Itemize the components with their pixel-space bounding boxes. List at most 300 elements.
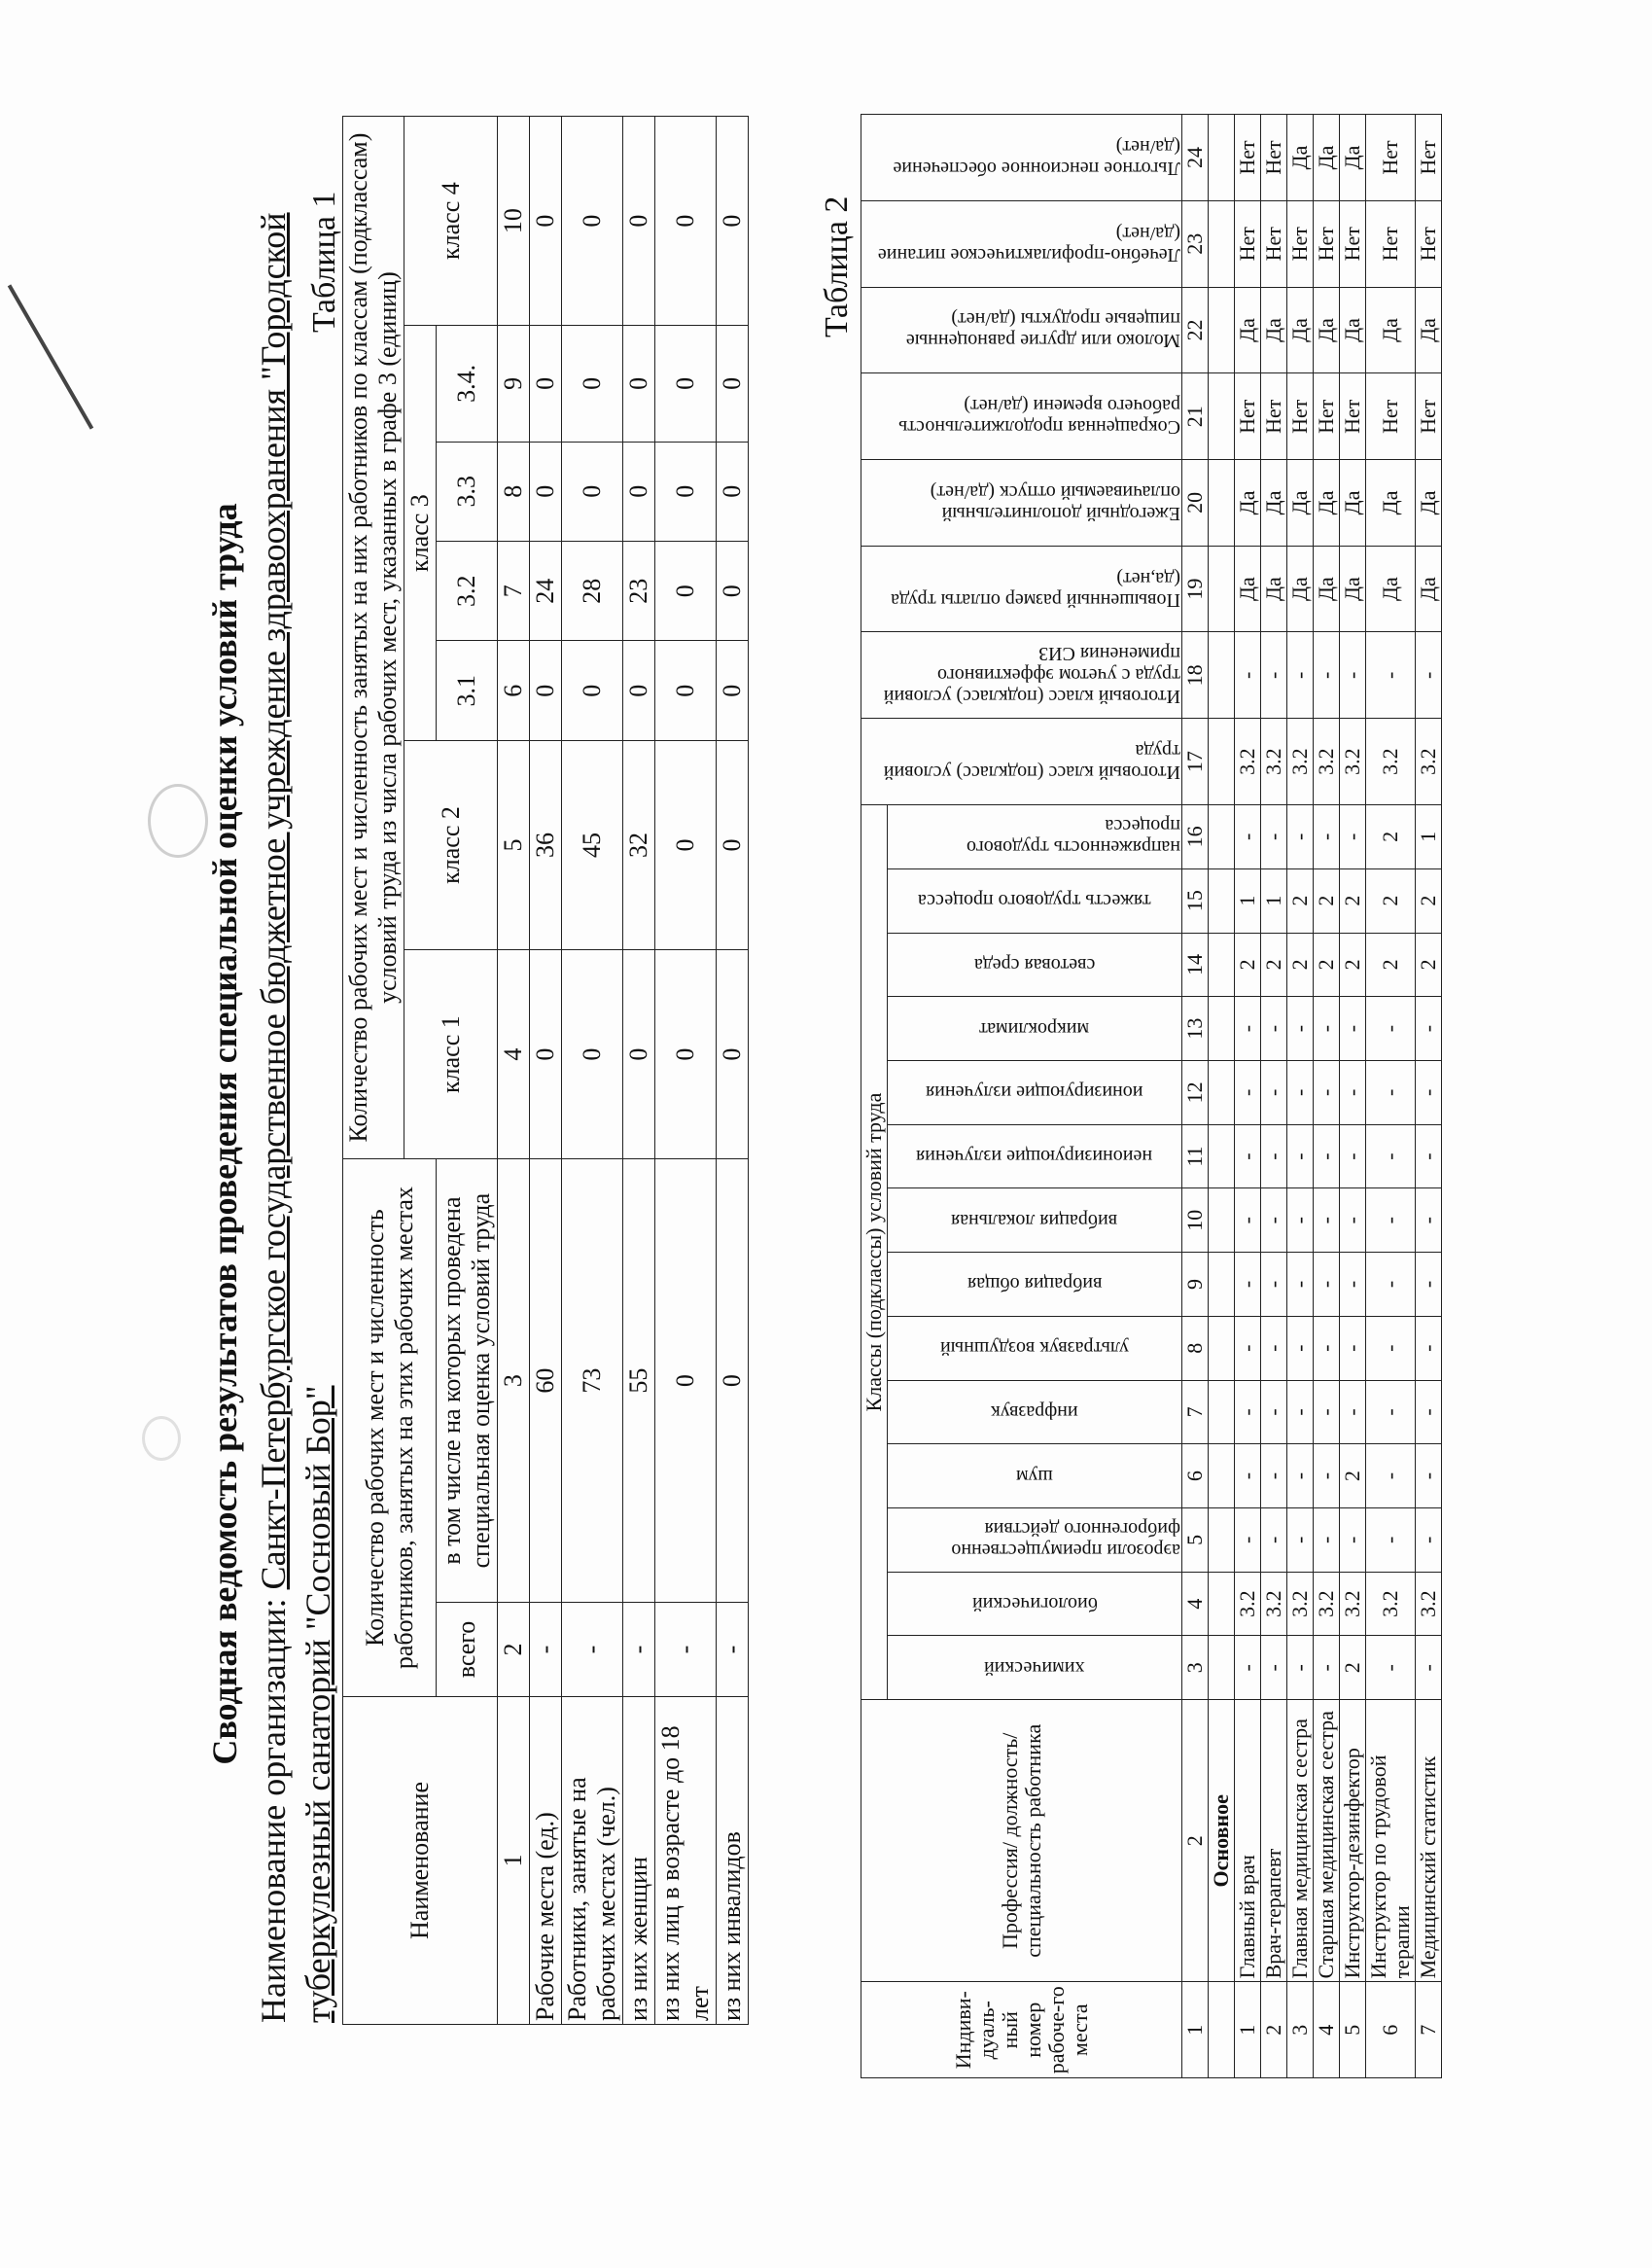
- t2-cell: -: [1340, 1253, 1366, 1317]
- t2-cell: Да: [1235, 460, 1261, 547]
- t1-header-class2: класс 2: [404, 740, 498, 949]
- t2-cell: Да: [1340, 115, 1366, 201]
- t2-cell: -: [1366, 1444, 1416, 1508]
- t2-cell: -: [1366, 1507, 1416, 1572]
- t2-section-empty: [1209, 997, 1235, 1061]
- t2-cell: -: [1366, 1060, 1416, 1124]
- t2-cell: -: [1366, 1380, 1416, 1444]
- t2-cell: -: [1287, 632, 1314, 719]
- t1-cell: 32: [623, 740, 655, 949]
- t2-cell: Да: [1314, 460, 1340, 547]
- t2-section-row: [1209, 115, 1235, 2078]
- t2-cell: Нет: [1261, 373, 1287, 460]
- t2-cell: -: [1287, 1380, 1314, 1444]
- t2-cell: -: [1287, 1444, 1314, 1508]
- t2-section-empty: [1209, 868, 1235, 933]
- t1-header-places: Количество рабочих мест и численность работников, занятых на этих рабочих местах: [343, 1159, 437, 1697]
- t2-cell: -: [1366, 1253, 1416, 1317]
- t2-cell: 3.2: [1287, 1572, 1314, 1636]
- t2-cell: -: [1314, 804, 1340, 868]
- t2-cell: 2: [1340, 868, 1366, 933]
- t2-cell: 3.2: [1416, 1572, 1442, 1636]
- t2-section-empty: [1209, 1124, 1235, 1188]
- t1-cell: 0: [717, 950, 749, 1159]
- t2-cell: -: [1416, 1316, 1442, 1380]
- t1-cell: 0: [655, 542, 717, 641]
- t2-cell: Нет: [1287, 373, 1314, 460]
- t1-header-class1: класс 1: [404, 950, 498, 1159]
- t2-cell: -: [1340, 1188, 1366, 1253]
- t2-cell: -: [1287, 804, 1314, 868]
- t2-colnum-row: [1182, 115, 1209, 2078]
- t1-cell: 60: [530, 1159, 562, 1603]
- t1-cell: 28: [562, 542, 623, 641]
- t2-section-empty: [1209, 1636, 1235, 1700]
- t2-section-empty: [1209, 632, 1235, 719]
- t2-cell: -: [1287, 1253, 1314, 1317]
- t2-row-prof: Инструктор-дезинфектор: [1340, 1700, 1366, 1982]
- t2-cell: -: [1416, 1636, 1442, 1700]
- t2-section-empty: [1209, 1380, 1235, 1444]
- t2-cell: Нет: [1235, 115, 1261, 201]
- t1-cell: -: [717, 1603, 749, 1697]
- t2-row-num: 4: [1314, 1982, 1340, 2078]
- t2-cell: -: [1340, 1316, 1366, 1380]
- t1-colnum: 6: [498, 641, 530, 740]
- table-row: [1416, 115, 1442, 2078]
- t2-cell: -: [1366, 1188, 1416, 1253]
- t2-header-factor-text: тяжесть трудового процесса: [918, 890, 1151, 912]
- t2-cell: 3.2: [1235, 1572, 1261, 1636]
- table-row: [562, 117, 623, 2025]
- t1-cell: 0: [562, 950, 623, 1159]
- t2-cell: -: [1314, 632, 1340, 719]
- t2-cell: -: [1287, 1124, 1314, 1188]
- t2-section-empty: [1209, 1253, 1235, 1317]
- t1-cell: 0: [623, 950, 655, 1159]
- t2-colnum: 7: [1182, 1380, 1209, 1444]
- t2-cell: -: [1261, 1636, 1287, 1700]
- t2-header-factor: [888, 804, 1182, 868]
- t2-cell: Да: [1287, 546, 1314, 632]
- t1-cell: 0: [717, 641, 749, 740]
- t2-row-prof: Врач-терапевт: [1261, 1700, 1287, 1982]
- t2-cell: Да: [1416, 460, 1442, 547]
- t1-header-classes: Количество рабочих мест и численность занятых на них работников по классам (подклассам) условий труда из числа рабочих мест, указанных в графе 3 (единиц): [343, 117, 404, 1159]
- t2-cell: Да: [1366, 287, 1416, 373]
- t2-cell: 2: [1340, 1636, 1366, 1700]
- t2-cell: 2: [1314, 868, 1340, 933]
- t2-cell: -: [1416, 1060, 1442, 1124]
- t2-section-empty: [1209, 460, 1235, 547]
- t1-cell: -: [623, 1603, 655, 1697]
- t2-cell: -: [1340, 1380, 1366, 1444]
- t2-cell: -: [1235, 1316, 1261, 1380]
- t2-header-factor: [888, 1253, 1182, 1317]
- t2-cell: -: [1287, 1316, 1314, 1380]
- t2-cell: 2: [1287, 868, 1314, 933]
- t2-header-extra-text: Ежегодный дополнительный оплачиваемый отпуск (да/нет): [930, 480, 1180, 524]
- t1-cell: 0: [717, 442, 749, 541]
- t2-cell: -: [1287, 1060, 1314, 1124]
- t2-header-factor: [888, 1444, 1182, 1508]
- t2-cell: -: [1287, 1636, 1314, 1700]
- t2-header-extra-text: Повышенный размер оплаты труда (да,нет): [891, 567, 1180, 611]
- t1-row-name: из них лиц в возрасте до 18 лет: [655, 1697, 717, 2025]
- t2-header-factor-text: микроклимат: [979, 1017, 1090, 1040]
- t2-cell: Нет: [1261, 115, 1287, 201]
- t2-cell: 3.2: [1340, 719, 1366, 805]
- t2-cell: 2: [1366, 804, 1416, 868]
- t2-cell: 2: [1416, 933, 1442, 997]
- t2-header-factor: [888, 1507, 1182, 1572]
- t2-cell: 3.2: [1340, 1572, 1366, 1636]
- t2-cell: -: [1340, 1507, 1366, 1572]
- t2-cell: -: [1287, 1188, 1314, 1253]
- t2-cell: -: [1416, 632, 1442, 719]
- t2-cell: -: [1366, 1124, 1416, 1188]
- punch-hole-mark: [148, 784, 208, 858]
- t2-header-final-siz: [861, 632, 1182, 719]
- table-row: [530, 117, 562, 2025]
- t2-cell: -: [1314, 1444, 1340, 1508]
- t1-cell: 0: [655, 117, 717, 326]
- t2-colnum: 14: [1182, 933, 1209, 997]
- t2-row-prof: Медицинский статистик: [1416, 1700, 1442, 1982]
- t2-row-prof: Инструктор по трудовой терапии: [1366, 1700, 1416, 1982]
- t2-cell: -: [1235, 1380, 1261, 1444]
- t1-header-33: 3.3: [437, 442, 498, 541]
- t2-cell: 3.2: [1366, 719, 1416, 805]
- punch-hole-mark: [142, 1416, 181, 1461]
- t2-cell: Да: [1261, 287, 1287, 373]
- t1-colnum: 7: [498, 542, 530, 641]
- t2-row-num: 2: [1261, 1982, 1287, 2078]
- t2-header-factor: [888, 933, 1182, 997]
- t2-cell: -: [1261, 1507, 1287, 1572]
- t2-cell: -: [1416, 1444, 1442, 1508]
- table-row: [1366, 115, 1416, 2078]
- summary-table: [342, 116, 749, 2025]
- table2-label: Таблица 2: [819, 195, 855, 337]
- t2-cell: Нет: [1235, 373, 1261, 460]
- t2-header-factor: [888, 1060, 1182, 1124]
- t2-cell: -: [1261, 1060, 1287, 1124]
- t2-section-empty: [1209, 933, 1235, 997]
- t2-cell: 1: [1416, 804, 1442, 868]
- t2-header-factor-text: световая среда: [973, 953, 1096, 975]
- workplace-table: [861, 114, 1442, 2078]
- t2-cell: Нет: [1366, 115, 1416, 201]
- t2-header-factor: [888, 1316, 1182, 1380]
- table-row: [717, 117, 749, 2025]
- org-label: Наименование организации:: [254, 1589, 293, 2023]
- t2-row-num: 5: [1340, 1982, 1366, 2078]
- t2-cell: -: [1261, 997, 1287, 1061]
- t2-colnum: 4: [1182, 1572, 1209, 1636]
- t2-cell: -: [1366, 997, 1416, 1061]
- t2-cell: 3.2: [1261, 719, 1287, 805]
- table-row: [1314, 115, 1340, 2078]
- t2-cell: -: [1314, 997, 1340, 1061]
- t1-cell: 0: [530, 442, 562, 541]
- t2-cell: Нет: [1340, 373, 1366, 460]
- t2-cell: 2: [1314, 933, 1340, 997]
- t2-colnum: 15: [1182, 868, 1209, 933]
- pen-stroke-mark: [8, 284, 93, 429]
- t2-cell: -: [1261, 1380, 1287, 1444]
- t2-cell: Да: [1340, 546, 1366, 632]
- t1-colnum: 10: [498, 117, 530, 326]
- t1-colnum: 3: [498, 1159, 530, 1603]
- t1-cell: 0: [655, 950, 717, 1159]
- t2-cell: -: [1416, 1124, 1442, 1188]
- t2-colnum: 9: [1182, 1253, 1209, 1317]
- t2-header-extra-text: Молоко или другие равноценные пищевые продукты (да/нет): [905, 308, 1180, 352]
- t2-header-extra: [861, 546, 1182, 632]
- t2-colnum: 18: [1182, 632, 1209, 719]
- t2-cell: 2: [1287, 933, 1314, 997]
- t2-section-empty: [1209, 1507, 1235, 1572]
- t2-header-factor-text: вибрация общая: [967, 1273, 1103, 1295]
- t1-cell: 0: [562, 442, 623, 541]
- t2-cell: Да: [1235, 287, 1261, 373]
- t2-cell: Нет: [1366, 200, 1416, 287]
- t1-colnum: 1: [498, 1697, 530, 2025]
- t2-colnum: 21: [1182, 373, 1209, 460]
- t2-header-factor: [888, 997, 1182, 1061]
- t1-cell: 0: [530, 326, 562, 442]
- t2-colnum: 12: [1182, 1060, 1209, 1124]
- t1-header-name: Наименование: [343, 1697, 498, 2025]
- table-row: [1261, 115, 1287, 2078]
- t2-cell: -: [1314, 1124, 1340, 1188]
- t2-section-empty: [1209, 804, 1235, 868]
- t2-header-factor-text: шум: [1016, 1465, 1053, 1487]
- t2-cell: -: [1340, 997, 1366, 1061]
- t2-cell: -: [1314, 1188, 1340, 1253]
- t1-cell: 0: [562, 117, 623, 326]
- t2-cell: 3.2: [1366, 1572, 1416, 1636]
- t2-header-factor-text: инфразвук: [991, 1400, 1078, 1423]
- t2-cell: 3.2: [1287, 719, 1314, 805]
- t2-row-num: 6: [1366, 1982, 1416, 2078]
- t2-cell: -: [1261, 1188, 1287, 1253]
- t1-cell: 0: [717, 326, 749, 442]
- t2-section-empty: [1209, 1316, 1235, 1380]
- t1-cell: 0: [655, 326, 717, 442]
- t2-cell: -: [1314, 1060, 1340, 1124]
- t2-cell: 1: [1235, 868, 1261, 933]
- t2-cell: -: [1235, 1444, 1261, 1508]
- t1-cell: 0: [717, 740, 749, 949]
- t2-cell: -: [1261, 804, 1287, 868]
- document-title: Сводная ведомость результатов проведения специальной оценки условий труда: [205, 503, 244, 1765]
- t2-section-empty: [1209, 546, 1235, 632]
- t2-cell: Да: [1287, 460, 1314, 547]
- t2-row-prof: Главный врач: [1235, 1700, 1261, 1982]
- t2-cell: 2: [1340, 933, 1366, 997]
- t2-header-factor: [888, 1572, 1182, 1636]
- t2-section-empty: [1209, 287, 1235, 373]
- t1-cell: -: [562, 1603, 623, 1697]
- t2-colnum: 13: [1182, 997, 1209, 1061]
- t2-cell: -: [1416, 1380, 1442, 1444]
- t2-cell: -: [1261, 1253, 1287, 1317]
- t2-section-empty: [1209, 1572, 1235, 1636]
- t2-cell: 1: [1261, 868, 1287, 933]
- t2-cell: -: [1416, 1188, 1442, 1253]
- t1-header-31: 3.1: [437, 641, 498, 740]
- t1-cell: 0: [530, 950, 562, 1159]
- t1-colnum: 2: [498, 1603, 530, 1697]
- t2-row-prof: Старшая медицинская сестра: [1314, 1700, 1340, 1982]
- t1-cell: 0: [623, 442, 655, 541]
- t2-cell: -: [1261, 1444, 1287, 1508]
- t2-cell: -: [1261, 632, 1287, 719]
- t2-header-extra: [861, 373, 1182, 460]
- t2-cell: Да: [1314, 546, 1340, 632]
- t2-header-prof: Профессия/ должность/ специальность работника: [861, 1700, 1182, 1982]
- t2-header-factor: [888, 1124, 1182, 1188]
- t1-cell: 0: [717, 542, 749, 641]
- t2-cell: -: [1235, 632, 1261, 719]
- table-row: [1235, 115, 1261, 2078]
- t2-cell: -: [1366, 1636, 1416, 1700]
- t2-colnum: 22: [1182, 287, 1209, 373]
- t2-cell: -: [1235, 1507, 1261, 1572]
- t1-row-name: Рабочие места (ед.): [530, 1697, 562, 2025]
- t1-cell: 73: [562, 1159, 623, 1603]
- t2-row-num: 3: [1287, 1982, 1314, 2078]
- t2-cell: -: [1261, 1316, 1287, 1380]
- t2-cell: Да: [1261, 546, 1287, 632]
- t2-cell: -: [1314, 1636, 1340, 1700]
- t1-cell: 0: [562, 641, 623, 740]
- t2-colnum: 11: [1182, 1124, 1209, 1188]
- t2-cell: -: [1340, 1124, 1366, 1188]
- t2-cell: -: [1261, 1124, 1287, 1188]
- t2-cell: -: [1287, 997, 1314, 1061]
- t2-header-extra-text: Лечебно-профилактическое питание (да/нет): [877, 222, 1180, 266]
- t1-cell: 0: [530, 117, 562, 326]
- t2-cell: Да: [1314, 287, 1340, 373]
- t2-colnum: 20: [1182, 460, 1209, 547]
- t2-cell: Нет: [1261, 200, 1287, 287]
- t1-header-class4: класс 4: [404, 117, 498, 326]
- t2-cell: 2: [1340, 1444, 1366, 1508]
- t2-header-extra: [861, 460, 1182, 547]
- t2-colnum: 8: [1182, 1316, 1209, 1380]
- t2-header-factor-text: напряженность трудового процесса: [967, 815, 1180, 859]
- t2-colnum: 23: [1182, 200, 1209, 287]
- t1-cell: 0: [655, 740, 717, 949]
- t2-cell: -: [1235, 1124, 1261, 1188]
- t2-cell: Да: [1340, 287, 1366, 373]
- t1-header-32: 3.2: [437, 542, 498, 641]
- t2-section-label: Основное: [1209, 1700, 1235, 1982]
- t2-section-empty: [1209, 373, 1235, 460]
- t2-header-extra: [861, 200, 1182, 287]
- t2-cell: Нет: [1314, 373, 1340, 460]
- t2-colnum: 6: [1182, 1444, 1209, 1508]
- t1-cell: 45: [562, 740, 623, 949]
- t2-section-empty: [1209, 200, 1235, 287]
- t2-cell: -: [1235, 1060, 1261, 1124]
- t2-cell: Да: [1340, 460, 1366, 547]
- t2-cell: Да: [1287, 115, 1314, 201]
- t2-cell: Да: [1416, 287, 1442, 373]
- t2-colnum: 10: [1182, 1188, 1209, 1253]
- org-name: Санкт-Петербургское государственное бюджетное учреждение здравоохранения "Городской туберкулезный санаторий "Сосновый Бор": [254, 212, 337, 2023]
- table-row: [1340, 115, 1366, 2078]
- t2-cell: Нет: [1416, 200, 1442, 287]
- t1-cell: 0: [562, 326, 623, 442]
- t2-colnum: 16: [1182, 804, 1209, 868]
- t2-row-num: 1: [1235, 1982, 1261, 2078]
- t1-cell: 0: [530, 641, 562, 740]
- t2-section-empty: [1209, 1188, 1235, 1253]
- t1-row-name: Работники, занятые на рабочих местах (чел.): [562, 1697, 623, 2025]
- t2-colnum: 5: [1182, 1507, 1209, 1572]
- t2-cell: -: [1366, 1316, 1416, 1380]
- t2-cell: Да: [1314, 115, 1340, 201]
- t2-cell: 3.2: [1261, 1572, 1287, 1636]
- table1-label: Таблица 1: [306, 191, 342, 333]
- t1-cell: 0: [623, 326, 655, 442]
- t1-header-34: 3.4.: [437, 326, 498, 442]
- t2-cell: Да: [1416, 546, 1442, 632]
- t2-cell: 2: [1261, 933, 1287, 997]
- t2-header-factor-text: вибрация локальная: [951, 1209, 1118, 1231]
- t1-cell: 0: [623, 641, 655, 740]
- t2-colnum: 1: [1182, 1982, 1209, 2078]
- t2-cell: Да: [1366, 546, 1416, 632]
- t2-cell: Нет: [1314, 200, 1340, 287]
- t2-header-extra: [861, 287, 1182, 373]
- t2-cell: 3.2: [1314, 719, 1340, 805]
- t2-header-factor-text: ионизирующие излучения: [926, 1081, 1143, 1104]
- t1-cell: 55: [623, 1159, 655, 1603]
- t2-cell: -: [1314, 1380, 1340, 1444]
- t2-header-final-text: Итоговый класс (подкласс) условий труда: [883, 740, 1180, 784]
- t2-header-factor: [888, 1636, 1182, 1700]
- table-row: [655, 117, 717, 2025]
- t2-header-factor: [888, 1188, 1182, 1253]
- organization-line: [251, 97, 340, 2023]
- t1-cell: 0: [717, 1159, 749, 1603]
- t2-cell: Да: [1261, 460, 1287, 547]
- t2-cell: -: [1314, 1253, 1340, 1317]
- t1-header-class3: класс 3: [404, 326, 437, 741]
- t2-cell: Да: [1287, 287, 1314, 373]
- t2-header-extra-text: Сокращенная продолжительность рабочего времени (да/нет): [898, 395, 1180, 439]
- t2-cell: -: [1314, 1316, 1340, 1380]
- t1-row-name: из них женщин: [623, 1697, 655, 2025]
- t2-cell: Нет: [1366, 373, 1416, 460]
- t2-section-empty: [1209, 1444, 1235, 1508]
- t2-cell: -: [1366, 632, 1416, 719]
- t2-cell: -: [1340, 1060, 1366, 1124]
- table-row: [1287, 115, 1314, 2078]
- t2-cell: -: [1416, 1253, 1442, 1317]
- t2-cell: 2: [1416, 868, 1442, 933]
- t2-header-factor-text: биологический: [971, 1593, 1098, 1615]
- t1-cell: 0: [717, 117, 749, 326]
- t2-cell: Нет: [1235, 200, 1261, 287]
- t2-cell: Нет: [1287, 200, 1314, 287]
- t2-cell: -: [1416, 1507, 1442, 1572]
